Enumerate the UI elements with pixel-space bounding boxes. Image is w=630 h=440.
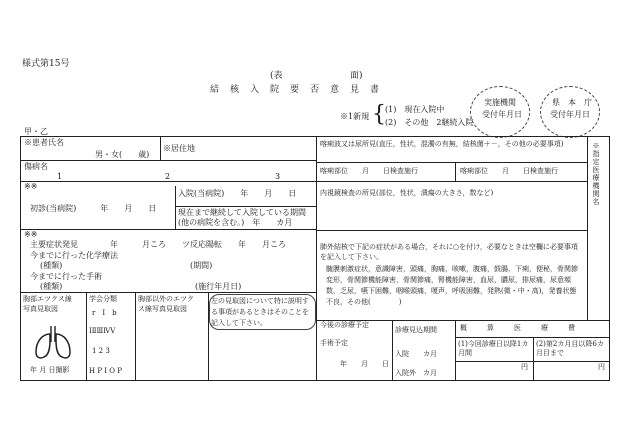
designated-institution: ※指定医療機関名 xyxy=(592,142,600,206)
rule-r3 xyxy=(316,230,587,231)
rule-l5 xyxy=(175,206,316,207)
class-label: 学会分類 xyxy=(89,295,117,303)
chemo-period: (期間) xyxy=(190,261,213,270)
treatment-plan: 今後の診療予定 xyxy=(320,321,369,329)
rule-lv4 xyxy=(135,292,136,380)
yen-1: 円 xyxy=(521,363,528,371)
mark-1: ※※ xyxy=(24,182,38,191)
sputum-label: 喀痢波又は尿所見(直圧，性状，混濁の有無，結核菌＋－，その他の必要事項) xyxy=(320,140,564,148)
outpatient-months: 入院外 カ月 xyxy=(395,369,437,377)
class-rlb: r I b xyxy=(92,309,117,317)
kou-otsu-label: 甲・乙 xyxy=(24,127,48,136)
endoscopy-label: 内視鏡検査の所見(部位，性状，潰瘍の大きさ，数など) xyxy=(320,189,494,197)
xray-label-2: 写真見取図 xyxy=(23,305,58,313)
option-brace: { xyxy=(372,102,386,127)
disease-num-1: 1 xyxy=(57,172,63,181)
symptoms-list: 髄膜刺激症状，意識障害，頭痛，胸痛，咳嗽，腹痛，鼓腸，下痢，便秘，骨関節変形，骨関節機能障害，骨関節痛，腎機能障害，血尿，膿尿，排尿痛，尿意頻数，乏尿，嚥下困難，咽喉頭痛，嗄声，呼吸困難，発熱(微・中・高)，発養状態不良，その他( ) xyxy=(326,265,578,306)
rule-left xyxy=(20,136,21,381)
rule-rv1 xyxy=(455,162,456,181)
new-label: ※1新規 xyxy=(340,112,370,121)
rule-l1 xyxy=(20,160,316,161)
option-other: (2) その他 2継続入院 xyxy=(385,118,474,127)
disease-num-2: 2 xyxy=(165,172,171,181)
rule-lv3 xyxy=(86,292,87,380)
admission-date: 入院(当病院) 年 月 日 xyxy=(178,189,297,198)
other-xray-1: 胸部以外のエツク xyxy=(138,295,194,303)
stamp-pref-line2: 受付年月日 xyxy=(550,110,590,119)
gender-age: 男・女( 歳) xyxy=(95,150,150,159)
rule-l4 xyxy=(20,292,316,293)
rule-right xyxy=(609,136,610,381)
symptoms-intro: 肺外結核で下記の症状がある場合，それに○を付け，必要なときは空欄に必要事項を記入して下さい。 xyxy=(320,243,578,261)
site-2: 喀痢部位 月 日検査施行 xyxy=(460,167,558,175)
rule-r1 xyxy=(316,162,587,163)
cost-period-2: (2)第2カ月目以降6カ月目まで xyxy=(536,340,604,357)
address-label: ※居住地 xyxy=(163,144,195,153)
symptom-date: 主要症状発見 年 月ころ ツ反応陽転 年 月ころ xyxy=(30,240,286,249)
side-label-left: (表 xyxy=(270,71,283,81)
chemo-type: (種類) xyxy=(40,261,63,270)
rule-bv1 xyxy=(392,320,393,380)
continuing-period: 現在まで継続して入院している期間 xyxy=(178,208,306,217)
first-diagnosis: 初診(当病院) 年 月 日 xyxy=(30,204,157,213)
surgery-ymd: 年 月 日 xyxy=(340,360,389,368)
form-title: 結 核 入 院 要 否 意 見 書 xyxy=(210,85,381,95)
rule-bv3 xyxy=(533,337,534,380)
rule-l3 xyxy=(20,229,316,230)
disease-label: 傷病名 xyxy=(24,162,48,171)
stamp-agency-line1: 実施機関 xyxy=(484,98,516,107)
rule-bottom xyxy=(20,380,610,381)
lung-diagram-icon xyxy=(30,322,76,362)
class-123: 1 2 3 xyxy=(92,347,110,355)
surgery-label: 今までに行った手術 xyxy=(30,272,102,281)
xray-label-1: 胸部エツクス線 xyxy=(23,295,72,303)
note-frame xyxy=(209,294,316,330)
surgery-plan: 手術予定 xyxy=(320,339,348,347)
other-xray-2: ス線写真見取図 xyxy=(138,305,187,313)
rule-side-col xyxy=(587,136,588,320)
rule-b2 xyxy=(455,361,609,362)
option-current: (1) 現在入院中 xyxy=(385,105,445,114)
surgery-date: (施行年月日) xyxy=(195,282,242,291)
site-1: 喀痢部位 月 日検査施行 xyxy=(320,167,418,175)
stamp-agency-line2: 受付年月日 xyxy=(482,110,522,119)
mark-2: ※※ xyxy=(24,230,38,239)
rule-l2 xyxy=(20,181,316,182)
rule-r2 xyxy=(316,181,587,182)
xray-note: 左の見取図について特に説明する事項があるときはそのことを記入して下さい。 xyxy=(211,297,309,327)
form-number: 様式第15号 xyxy=(22,59,70,69)
rule-middle xyxy=(316,136,317,381)
surgery-type: (種類) xyxy=(40,282,63,291)
rule-top xyxy=(20,136,610,137)
yen-2: 円 xyxy=(598,363,605,371)
disease-num-3: 3 xyxy=(275,172,281,181)
class-roman: ⅠⅡⅢⅣⅤ xyxy=(89,327,116,335)
period-label: 診療見込期間 xyxy=(395,326,437,334)
cost-label: 概 算 医 療 費 xyxy=(460,324,577,332)
rule-bv2 xyxy=(455,320,456,380)
side-label-right: 面) xyxy=(350,71,363,81)
cost-period-1: (1)今回診療日以降1カ月間 xyxy=(458,340,529,357)
inpatient-months: 入院 カ月 xyxy=(395,350,437,358)
photo-date: 年 月 日撮影 xyxy=(30,366,70,374)
class-hpiop: H P I O P xyxy=(89,367,122,375)
stamp-pref-line1: 県 本 庁 xyxy=(552,98,592,107)
chemo-label: 今までに行った化学療法 xyxy=(30,251,118,260)
rule-lv1 xyxy=(160,136,161,160)
rule-b1 xyxy=(455,337,609,338)
other-hospital: (他の病院を含む。) 年 カ月 xyxy=(178,218,293,227)
rule-lv2 xyxy=(175,186,176,229)
patient-name-label: ※患者氏名 xyxy=(24,138,64,147)
